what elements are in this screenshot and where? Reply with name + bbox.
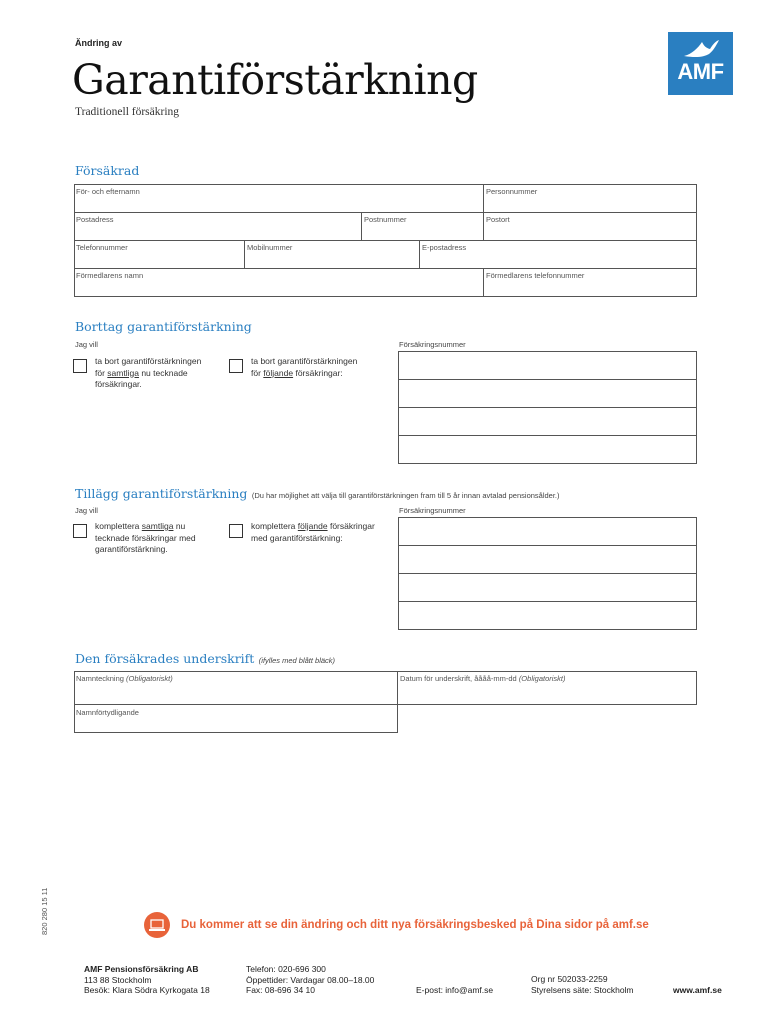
page-subtitle: Traditionell försäkring bbox=[75, 106, 180, 118]
removal-some-checkbox[interactable] bbox=[229, 359, 243, 373]
footer-company-block: AMF Pensionsförsäkring AB 113 88 Stockholm Besök: Klara Södra Kyrkogata 18 bbox=[84, 964, 210, 995]
removal-all-text: ta bort garantiförstärkningen för samtliga nu tecknade försäkringar. bbox=[95, 356, 202, 389]
clarification-field[interactable]: Namnförtydligande bbox=[76, 708, 139, 717]
section-title-addition-wrap bbox=[75, 485, 560, 503]
footer-org-block: Org nr 502033-2259 Styrelsens säte: Stockholm bbox=[531, 974, 634, 995]
addition-policy-number-label: Försäkringsnummer bbox=[399, 506, 466, 515]
broker-name-field[interactable]: Förmedlarens namn bbox=[76, 271, 144, 280]
footer-email: E-post: info@amf.se bbox=[416, 985, 494, 995]
removal-some-text: ta bort garantiförstärkningen för följande försäkringar: bbox=[251, 356, 358, 378]
page-title: Garantiförstärkning bbox=[72, 56, 478, 104]
city-field[interactable]: Postort bbox=[486, 215, 510, 224]
amf-logo bbox=[668, 32, 733, 95]
footer-web-link[interactable]: www.amf.se bbox=[673, 985, 722, 995]
address-field[interactable]: Postadress bbox=[76, 215, 114, 224]
addition-all-checkbox[interactable] bbox=[73, 524, 87, 538]
section-title-removal: Borttag garantiförstärkning bbox=[75, 319, 252, 334]
pre-title: Ändring av bbox=[75, 38, 123, 48]
removal-policy-number-label: Försäkringsnummer bbox=[399, 340, 466, 349]
banner-text: Du kommer att se din ändring och ditt nya försäkringsbesked på Dina sidor på amf.se bbox=[181, 919, 649, 931]
form-code: 820 280 15 11 bbox=[40, 887, 49, 935]
name-field[interactable]: För- och efternamn bbox=[76, 187, 140, 196]
email-field[interactable]: E-postadress bbox=[422, 243, 467, 252]
section-title-insured: Försäkrad bbox=[75, 163, 140, 178]
addition-note: (Du har möjlighet att välja till garantiförstärkningen fram till 5 år innan avtalad pensionsålder.) bbox=[251, 491, 560, 500]
addition-all-text: komplettera samtliga nu tecknade försäkringar med garantiförstärkning. bbox=[95, 521, 196, 554]
addition-i-want: Jag vill bbox=[75, 506, 98, 515]
section-title-signature-wrap bbox=[75, 650, 335, 668]
signature-field[interactable]: Namnteckning (Obligatoriskt) bbox=[76, 674, 173, 683]
laptop-icon bbox=[144, 912, 170, 938]
section-title-addition: Tillägg garantiförstärkning bbox=[75, 486, 248, 501]
logo-text: AMF bbox=[677, 59, 724, 84]
date-field[interactable]: Datum för underskrift, åååå-mm-dd (Obligatoriskt) bbox=[400, 674, 566, 683]
addition-some-text: komplettera följande försäkringar med garantiförstärkning: bbox=[251, 521, 375, 543]
removal-all-checkbox[interactable] bbox=[73, 359, 87, 373]
phone-field[interactable]: Telefonnummer bbox=[76, 243, 128, 252]
postal-code-field[interactable]: Postnummer bbox=[364, 215, 407, 224]
addition-some-checkbox[interactable] bbox=[229, 524, 243, 538]
section-title-signature: Den försäkrades underskrift bbox=[75, 651, 255, 666]
signature-note: (ifylles med blått bläck) bbox=[258, 656, 336, 665]
broker-phone-field[interactable]: Förmedlarens telefonnummer bbox=[486, 271, 585, 280]
mobile-field[interactable]: Mobilnummer bbox=[247, 243, 293, 252]
footer-contact-block: Telefon: 020-696 300 Öppettider: Vardagar 08.00–18.00 Fax: 08-696 34 10 bbox=[246, 964, 375, 995]
personal-number-field[interactable]: Personnummer bbox=[486, 187, 538, 196]
removal-i-want: Jag vill bbox=[75, 340, 98, 349]
